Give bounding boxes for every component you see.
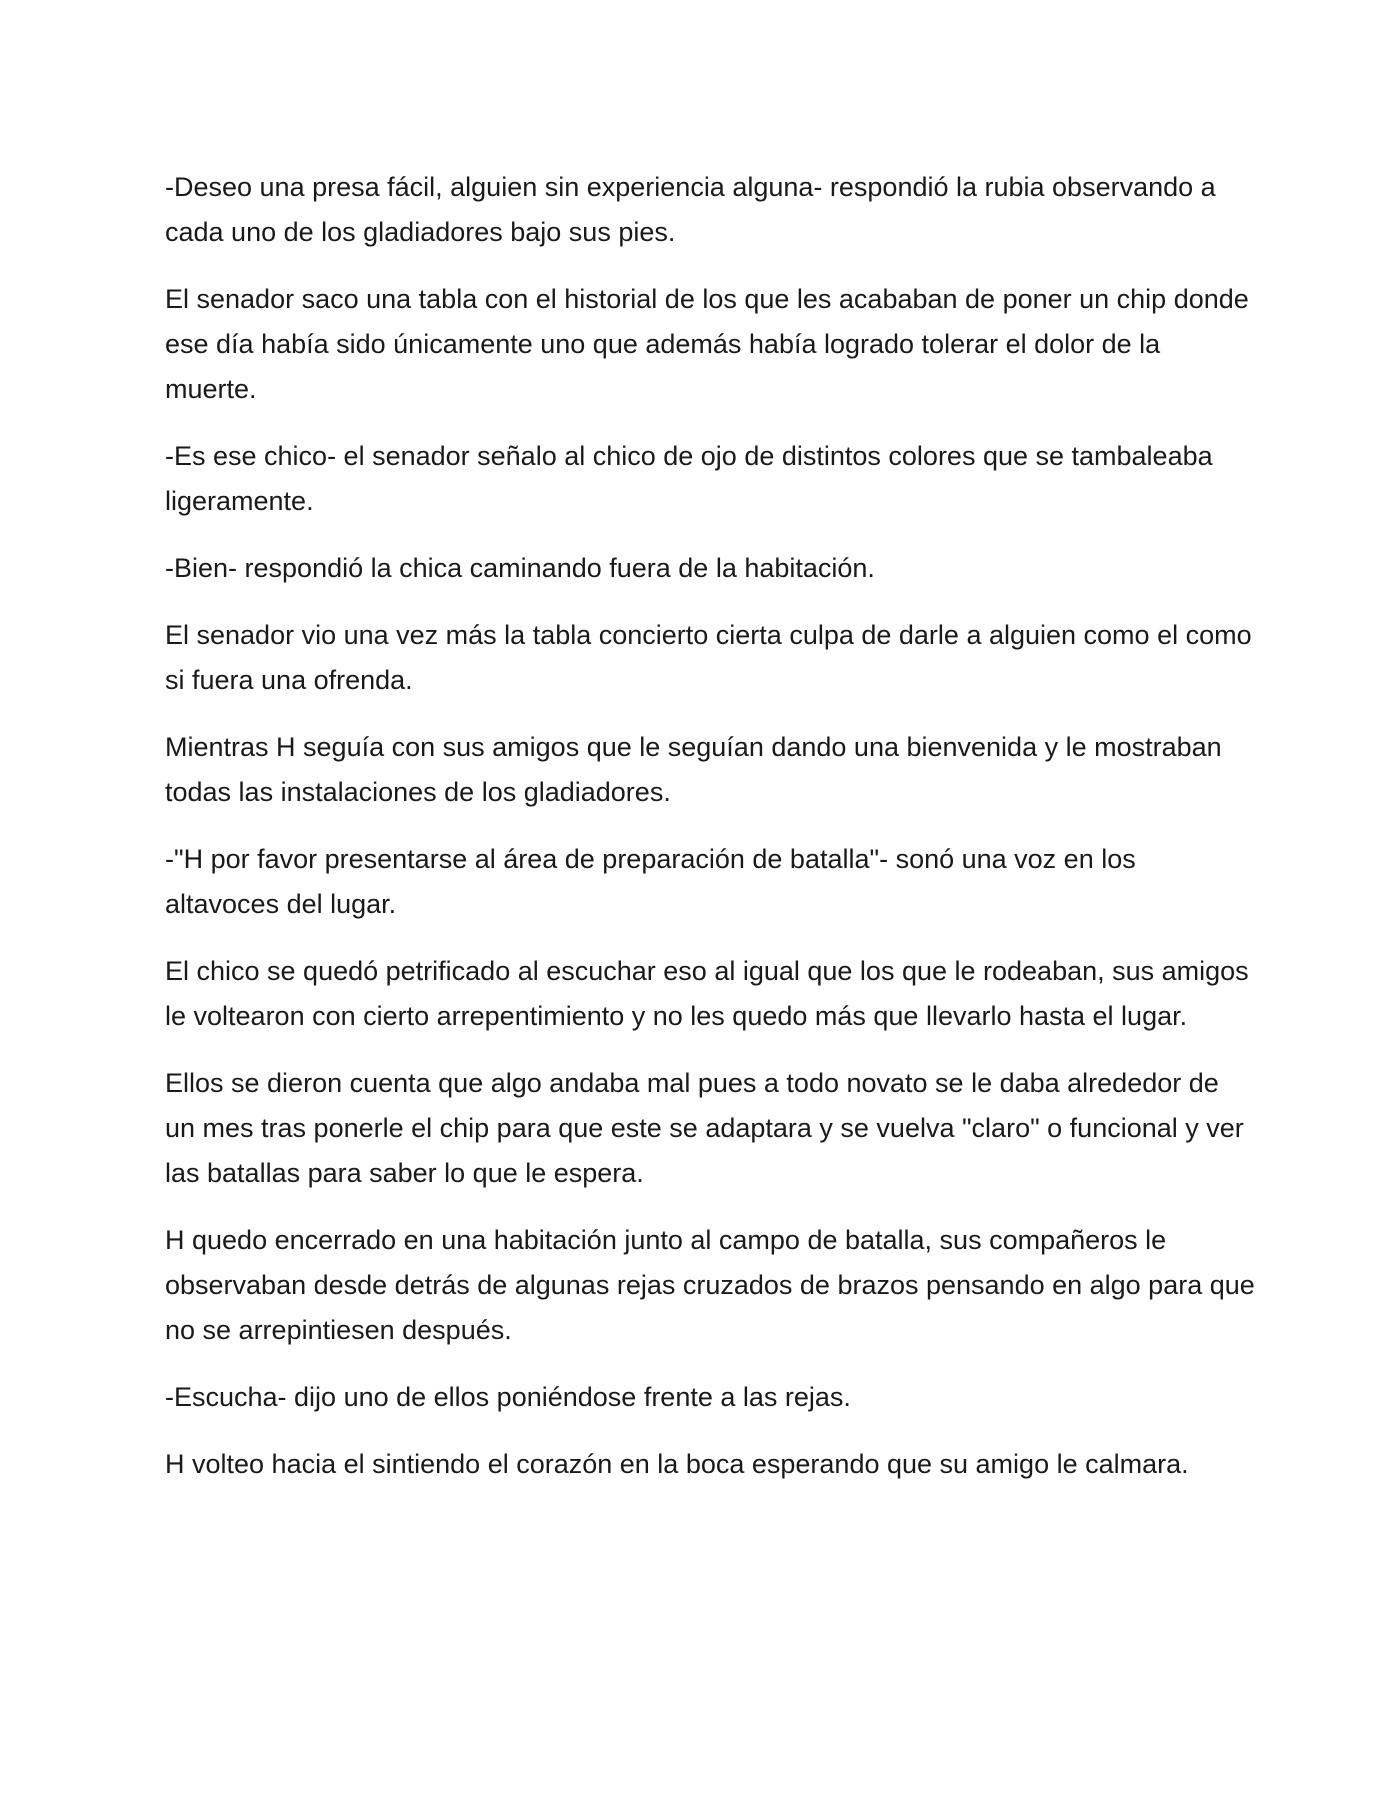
paragraph: El chico se quedó petrificado al escuchar eso al igual que los que le rodeaban, sus amigos le voltearon con cierto arrepentimiento y no les quedo más que llevarlo hasta el lugar. <box>165 956 1249 1031</box>
paragraph: H quedo encerrado en una habitación junto al campo de batalla, sus compañeros le observaban desde detrás de algunas rejas cruzados de brazos pensando en algo para que no se arrepintiesen después. <box>165 1225 1255 1345</box>
paragraph: El senador saco una tabla con el historial de los que les acababan de poner un chip donde ese día había sido únicamente uno que además había logrado tolerar el dolor de la muerte. <box>165 284 1249 404</box>
paragraph: -Deseo una presa fácil, alguien sin experiencia alguna- respondió la rubia observando a cada uno de los gladiadores bajo sus pies. <box>165 172 1216 247</box>
paragraph: -"H por favor presentarse al área de preparación de batalla"- sonó una voz en los altavoces del lugar. <box>165 844 1136 919</box>
paragraph: Mientras H seguía con sus amigos que le seguían dando una bienvenida y le mostraban todas las instalaciones de los gladiadores. <box>165 732 1222 807</box>
document-body <box>165 165 1255 1509</box>
paragraph: Ellos se dieron cuenta que algo andaba mal pues a todo novato se le daba alrededor de un mes tras ponerle el chip para que este se adaptara y se vuelva "claro" o funcional y ver las batallas para saber lo que le espera. <box>165 1068 1244 1188</box>
paragraph: H volteo hacia el sintiendo el corazón en la boca esperando que su amigo le calmara. <box>165 1449 1189 1479</box>
paragraph: -Es ese chico- el senador señalo al chico de ojo de distintos colores que se tambaleaba ligeramente. <box>165 441 1213 516</box>
paragraph: El senador vio una vez más la tabla concierto cierta culpa de darle a alguien como el como si fuera una ofrenda. <box>165 620 1252 695</box>
paragraph: -Escucha- dijo uno de ellos poniéndose frente a las rejas. <box>165 1382 851 1412</box>
paragraph: -Bien- respondió la chica caminando fuera de la habitación. <box>165 553 875 583</box>
